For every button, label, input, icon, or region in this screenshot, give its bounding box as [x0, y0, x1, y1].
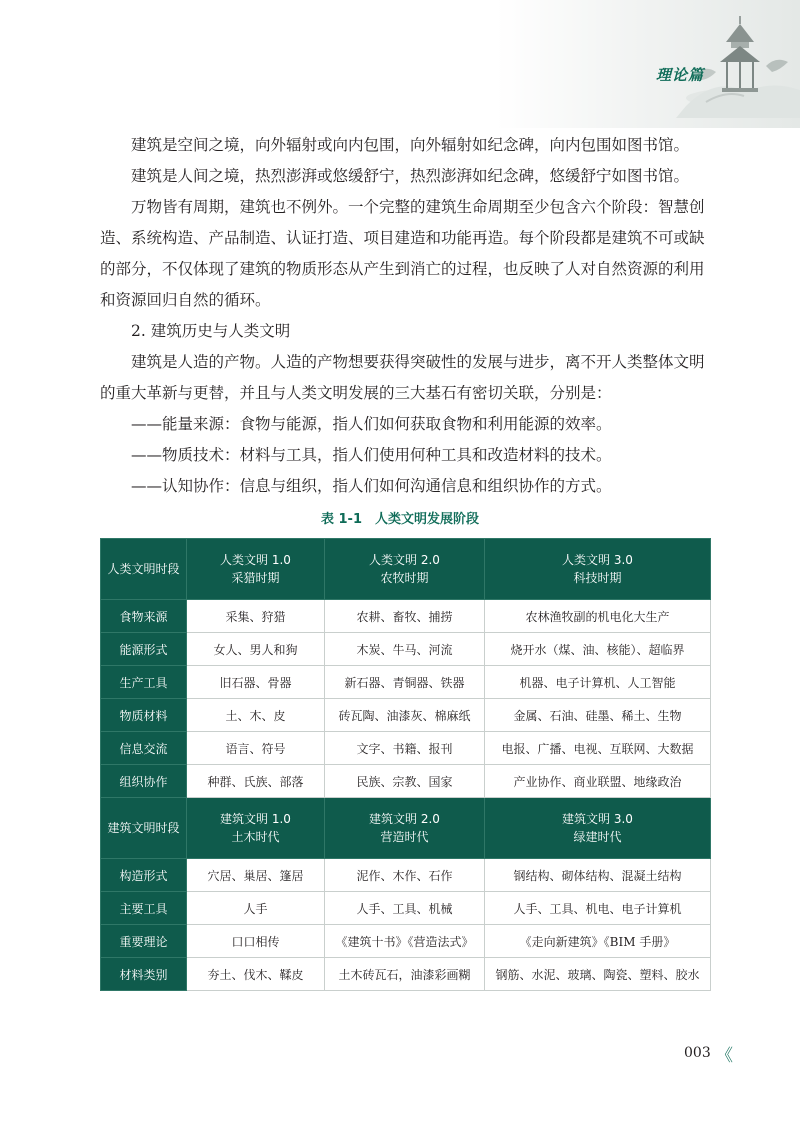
section-heading: 2. 建筑历史与人类文明: [131, 322, 291, 340]
row-label: 物质材料: [101, 699, 187, 732]
table-cell: 农林渔牧副的机电化大生产: [485, 600, 711, 633]
table-cell: 口口相传: [187, 925, 325, 958]
header-label: 人类文明时段: [101, 539, 187, 600]
table-cell: 民族、宗教、国家: [325, 765, 485, 798]
list-item: ——认知协作：信息与组织，指人们如何沟通信息和组织协作的方式。: [131, 477, 612, 495]
table-cell: 砖瓦陶、油漆灰、棉麻纸: [325, 699, 485, 732]
row-label: 生产工具: [101, 666, 187, 699]
header-cell: 建筑文明 2.0 营造时代: [325, 798, 485, 859]
paragraph: 建筑是人造的产物。人造的产物想要获得突破性的发展与进步，离不开人类整体文明的重大革新与更替，并且与人类文明发展的三大基石有密切关联，分别是：: [100, 353, 705, 402]
body-text: [100, 130, 710, 502]
table-cell: 人手: [187, 892, 325, 925]
header-cell: 建筑文明 1.0 土木时代: [187, 798, 325, 859]
table-cell: 夯土、伐木、鞣皮: [187, 958, 325, 991]
table-cell: 《建筑十书》《营造法式》: [325, 925, 485, 958]
table-cell: 旧石器、骨器: [187, 666, 325, 699]
page-number: 003: [684, 1045, 711, 1061]
table-cell: 机器、电子计算机、人工智能: [485, 666, 711, 699]
row-label: 信息交流: [101, 732, 187, 765]
table-cell: 种群、氏族、部落: [187, 765, 325, 798]
table-row: [101, 732, 711, 765]
header-cell: 人类文明 3.0 科技时期: [485, 539, 711, 600]
row-label: 重要理论: [101, 925, 187, 958]
row-label: 材料类别: [101, 958, 187, 991]
table-cell: 产业协作、商业联盟、地缘政治: [485, 765, 711, 798]
table-cell: 文字、书籍、报刊: [325, 732, 485, 765]
table-cell: 穴居、巢居、篷居: [187, 859, 325, 892]
table-row: [101, 925, 711, 958]
table-row: [101, 699, 711, 732]
table-row: [101, 600, 711, 633]
table-cell: 农耕、畜牧、捕捞: [325, 600, 485, 633]
table-cell: 土、木、皮: [187, 699, 325, 732]
row-label: 构造形式: [101, 859, 187, 892]
table-header-row: [101, 798, 711, 859]
pavilion-illustration: [676, 6, 800, 118]
paragraph: 建筑是空间之境，向外辐射或向内包围，向外辐射如纪念碑，向内包围如图书馆。: [131, 136, 690, 154]
table-header-row: [101, 539, 711, 600]
civilization-table: [100, 538, 711, 991]
section-label: 理论篇: [656, 66, 705, 84]
row-label: 主要工具: [101, 892, 187, 925]
paragraph: 万物皆有周期，建筑也不例外。一个完整的建筑生命周期至少包含六个阶段：智慧创造、系统构造、产品制造、认证打造、项目建造和功能再造。每个阶段都是建筑不可或缺的部分，不仅体现了建筑的物质形态从产生到消亡的过程，也反映了人对自然资源的利用和资源回归自然的循环。: [100, 198, 705, 309]
table-cell: 土木砖瓦石，油漆彩画糊: [325, 958, 485, 991]
header-label: 建筑文明时段: [101, 798, 187, 859]
table-cell: 人手、工具、机电、电子计算机: [485, 892, 711, 925]
list-item: ——物质技术：材料与工具，指人们使用何种工具和改造材料的技术。: [131, 446, 612, 464]
header-cell: 建筑文明 3.0 绿建时代: [485, 798, 711, 859]
list-item: ——能量来源：食物与能源，指人们如何获取食物和利用能源的效率。: [131, 415, 612, 433]
table-row: [101, 958, 711, 991]
table-cell: 木炭、牛马、河流: [325, 633, 485, 666]
table-cell: 采集、狩猎: [187, 600, 325, 633]
table-cell: 钢结构、砌体结构、混凝土结构: [485, 859, 711, 892]
table-cell: 新石器、青铜器、铁器: [325, 666, 485, 699]
table-cell: 钢筋、水泥、玻璃、陶瓷、塑料、胶水: [485, 958, 711, 991]
table-row: [101, 666, 711, 699]
table-cell: 金属、石油、硅墨、稀土、生物: [485, 699, 711, 732]
table-cell: 人手、工具、机械: [325, 892, 485, 925]
table-cell: 《走向新建筑》《BIM 手册》: [485, 925, 711, 958]
table-cell: 烧开水（煤、油、核能）、超临界: [485, 633, 711, 666]
page-arrow-icon: 《: [716, 1046, 730, 1066]
table-row: [101, 892, 711, 925]
header-cell: 人类文明 2.0 农牧时期: [325, 539, 485, 600]
table-cell: 语言、符号: [187, 732, 325, 765]
table-row: [101, 859, 711, 892]
table-row: [101, 633, 711, 666]
row-label: 食物来源: [101, 600, 187, 633]
table-row: [101, 765, 711, 798]
table-cell: 泥作、木作、石作: [325, 859, 485, 892]
header-cell: 人类文明 1.0 采猎时期: [187, 539, 325, 600]
paragraph: 建筑是人间之境，热烈澎湃或悠缓舒宁，热烈澎湃如纪念碑，悠缓舒宁如图书馆。: [131, 167, 690, 185]
row-label: 能源形式: [101, 633, 187, 666]
table-cell: 电报、广播、电视、互联网、大数据: [485, 732, 711, 765]
row-label: 组织协作: [101, 765, 187, 798]
table-caption: 表 1-1 人类文明发展阶段: [320, 512, 479, 527]
table-cell: 女人、男人和狗: [187, 633, 325, 666]
